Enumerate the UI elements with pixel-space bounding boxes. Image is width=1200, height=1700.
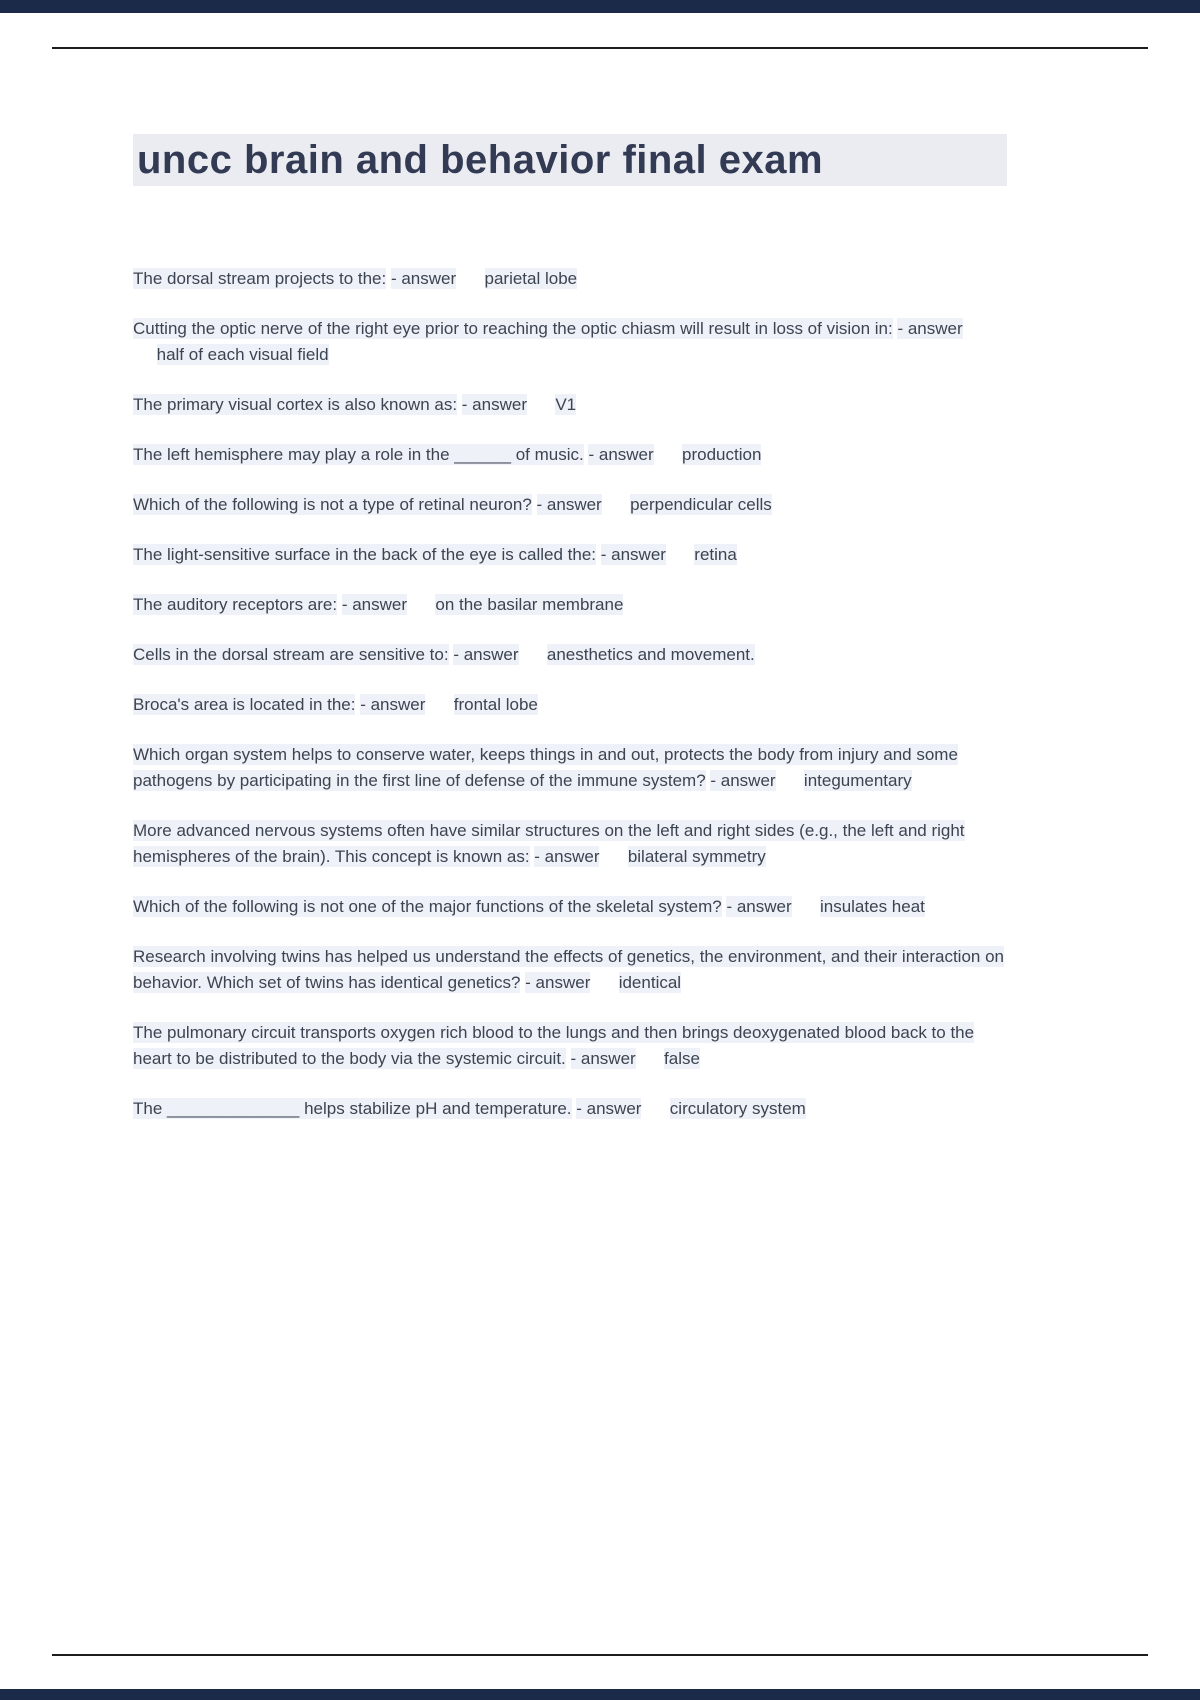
- answer-label: - answer: [588, 445, 654, 464]
- answer-text: retina: [694, 545, 737, 564]
- answer-label: - answer: [534, 847, 600, 866]
- answer-text: on the basilar membrane: [435, 595, 624, 614]
- answer-text: parietal lobe: [484, 269, 578, 288]
- qa-item: [133, 542, 1007, 568]
- answer-text: circulatory system: [669, 1099, 806, 1118]
- qa-item: [133, 818, 1007, 870]
- answer-label: - answer: [600, 545, 666, 564]
- answer-label: - answer: [390, 269, 457, 288]
- answer-label: - answer: [726, 897, 792, 916]
- question-text: Which of the following is not a type of retinal neuron?: [133, 495, 532, 514]
- answer-text: bilateral symmetry: [627, 847, 766, 866]
- answer-text: frontal lobe: [453, 695, 538, 714]
- qa-item: [133, 1020, 1007, 1072]
- answer-label: - answer: [461, 395, 527, 414]
- qa-item: [133, 442, 1007, 468]
- answer-label: - answer: [897, 319, 963, 338]
- top-rule-line: [52, 47, 1148, 49]
- answer-label: - answer: [710, 771, 776, 790]
- bottom-rule-line: [52, 1654, 1148, 1656]
- question-text: The dorsal stream projects to the:: [133, 269, 387, 288]
- bottom-accent-bar: [0, 1689, 1200, 1700]
- qa-item: [133, 642, 1007, 668]
- top-accent-bar: [0, 0, 1200, 13]
- qa-item: [133, 592, 1007, 618]
- question-text: Cutting the optic nerve of the right eye prior to reaching the optic chiasm will result in loss of vision in:: [133, 319, 893, 338]
- answer-text: integumentary: [803, 771, 912, 790]
- answer-label: - answer: [570, 1049, 636, 1068]
- question-text: Research involving twins has helped us understand the effects of genetics, the environment, and their interaction on behavior. Which set of twins has identical genetics?: [133, 947, 1004, 992]
- answer-label: - answer: [525, 973, 591, 992]
- question-text: Broca's area is located in the:: [133, 695, 356, 714]
- qa-item: [133, 316, 1007, 368]
- qa-list: [133, 266, 1007, 1122]
- qa-item: [133, 392, 1007, 418]
- answer-label: - answer: [453, 645, 519, 664]
- answer-text: false: [664, 1049, 700, 1068]
- question-text: Which of the following is not one of the major functions of the skeletal system?: [133, 897, 722, 916]
- answer-label: - answer: [536, 495, 602, 514]
- question-text: Which organ system helps to conserve water, keeps things in and out, protects the body from injury and some pathogens by participating in the first line of defense of the immune system?: [133, 745, 958, 790]
- qa-item: [133, 944, 1007, 996]
- document-body: [133, 134, 1007, 1146]
- answer-text: perpendicular cells: [630, 495, 772, 514]
- answer-text: half of each visual field: [156, 345, 329, 364]
- page-title: uncc brain and behavior final exam: [133, 134, 1007, 186]
- answer-label: - answer: [341, 595, 408, 614]
- question-text: The light-sensitive surface in the back of the eye is called the:: [133, 545, 597, 564]
- answer-label: - answer: [360, 695, 426, 714]
- answer-text: V1: [555, 395, 577, 414]
- qa-item: [133, 742, 1007, 794]
- question-text: More advanced nervous systems often have similar structures on the left and right sides (e.g., the left and right hemispheres of the brain). This concept is known as:: [133, 821, 965, 866]
- answer-label: - answer: [576, 1099, 642, 1118]
- answer-text: anesthetics and movement.: [546, 645, 755, 664]
- question-text: The primary visual cortex is also known as:: [133, 395, 458, 414]
- question-text: Cells in the dorsal stream are sensitive to:: [133, 645, 449, 664]
- answer-text: identical: [618, 973, 682, 992]
- question-text: The ______________ helps stabilize pH and temperature.: [133, 1099, 572, 1118]
- qa-item: [133, 266, 1007, 292]
- qa-item: [133, 492, 1007, 518]
- answer-text: insulates heat: [819, 897, 925, 916]
- qa-item: [133, 894, 1007, 920]
- question-text: The left hemisphere may play a role in the ______ of music.: [133, 445, 584, 464]
- question-text: The auditory receptors are:: [133, 595, 338, 614]
- answer-text: production: [682, 445, 762, 464]
- qa-item: [133, 692, 1007, 718]
- question-text: The pulmonary circuit transports oxygen rich blood to the lungs and then brings deoxygenated blood back to the heart to be distributed to the body via the systemic circuit.: [133, 1023, 975, 1068]
- qa-item: [133, 1096, 1007, 1122]
